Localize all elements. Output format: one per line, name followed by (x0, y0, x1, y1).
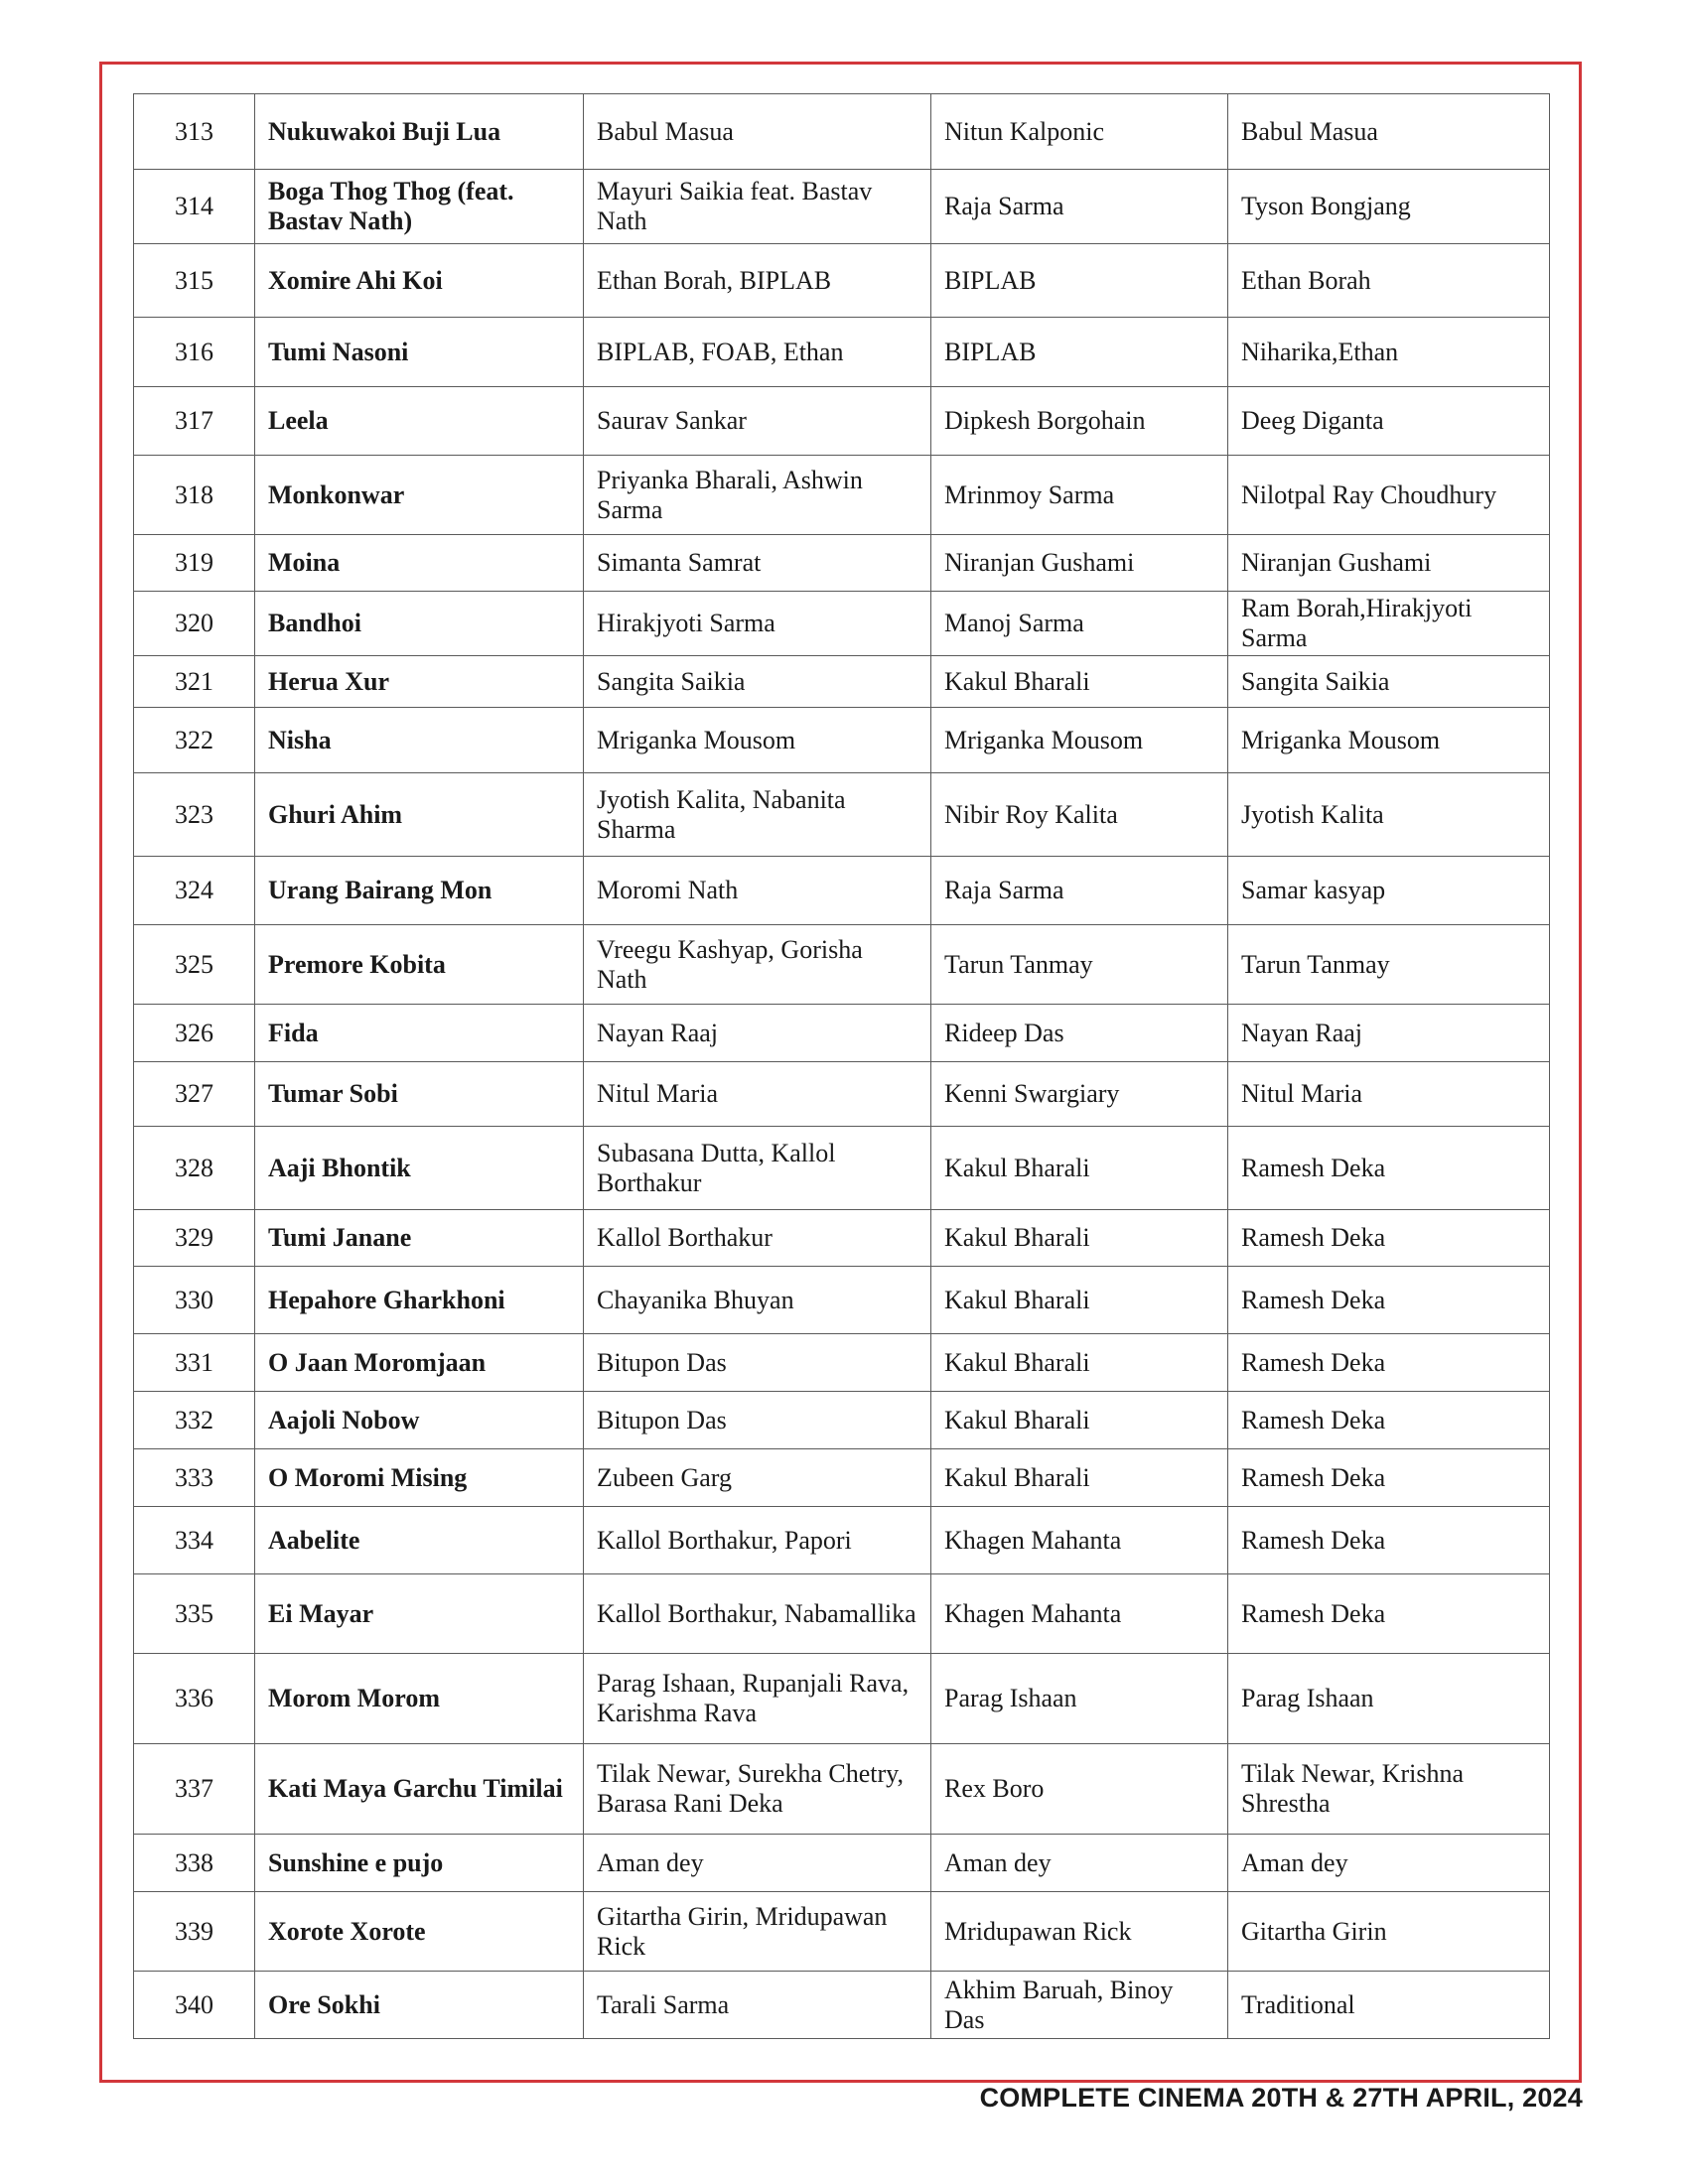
music-director: Mriganka Mousom (931, 708, 1228, 773)
song-title: Leela (255, 387, 584, 456)
table-row (134, 1392, 1550, 1449)
table-row (134, 244, 1550, 318)
serial-number: 331 (134, 1334, 255, 1392)
song-title: Herua Xur (255, 656, 584, 708)
singer-name: Vreegu Kashyap, Gorisha Nath (584, 925, 931, 1005)
singer-name: Saurav Sankar (584, 387, 931, 456)
lyricist: Aman dey (1228, 1835, 1550, 1892)
music-director: Tarun Tanmay (931, 925, 1228, 1005)
lyricist: Tyson Bongjang (1228, 170, 1550, 244)
music-director: Nibir Roy Kalita (931, 773, 1228, 857)
footer-caption: COMPLETE CINEMA 20TH & 27TH APRIL, 2024 (979, 2083, 1583, 2113)
table-row (134, 387, 1550, 456)
table-row (134, 925, 1550, 1005)
serial-number: 322 (134, 708, 255, 773)
song-title: Fida (255, 1005, 584, 1062)
singer-name: Subasana Dutta, Kallol Borthakur (584, 1127, 931, 1210)
music-director: Rex Boro (931, 1744, 1228, 1835)
serial-number: 317 (134, 387, 255, 456)
song-title: Nisha (255, 708, 584, 773)
singer-name: Kallol Borthakur, Papori (584, 1507, 931, 1574)
music-director: Kakul Bharali (931, 1127, 1228, 1210)
table-row (134, 1005, 1550, 1062)
song-title: Boga Thog Thog (feat. Bastav Nath) (255, 170, 584, 244)
lyricist: Samar kasyap (1228, 857, 1550, 925)
table-row (134, 857, 1550, 925)
music-director: Raja Sarma (931, 857, 1228, 925)
serial-number: 337 (134, 1744, 255, 1835)
lyricist: Ethan Borah (1228, 244, 1550, 318)
music-director: Akhim Baruah, Binoy Das (931, 1972, 1228, 2039)
singer-name: Aman dey (584, 1835, 931, 1892)
music-director: Parag Ishaan (931, 1654, 1228, 1744)
serial-number: 339 (134, 1892, 255, 1972)
music-director: Nitun Kalponic (931, 94, 1228, 170)
song-title: Premore Kobita (255, 925, 584, 1005)
music-director: Raja Sarma (931, 170, 1228, 244)
song-title: O Moromi Mising (255, 1449, 584, 1507)
lyricist: Nilotpal Ray Choudhury (1228, 456, 1550, 535)
music-director: Khagen Mahanta (931, 1574, 1228, 1654)
song-title: Aaji Bhontik (255, 1127, 584, 1210)
lyricist: Ramesh Deka (1228, 1127, 1550, 1210)
table-row (134, 1972, 1550, 2039)
serial-number: 332 (134, 1392, 255, 1449)
serial-number: 338 (134, 1835, 255, 1892)
table-row (134, 94, 1550, 170)
song-title: Ghuri Ahim (255, 773, 584, 857)
singer-name: BIPLAB, FOAB, Ethan (584, 318, 931, 387)
serial-number: 334 (134, 1507, 255, 1574)
song-title: Sunshine e pujo (255, 1835, 584, 1892)
lyricist: Ramesh Deka (1228, 1392, 1550, 1449)
song-title: Aajoli Nobow (255, 1392, 584, 1449)
song-title: Ei Mayar (255, 1574, 584, 1654)
serial-number: 324 (134, 857, 255, 925)
singer-name: Gitartha Girin, Mridupawan Rick (584, 1892, 931, 1972)
lyricist: Niharika,Ethan (1228, 318, 1550, 387)
serial-number: 319 (134, 535, 255, 592)
music-director: Aman dey (931, 1835, 1228, 1892)
singer-name: Mriganka Mousom (584, 708, 931, 773)
song-title: Urang Bairang Mon (255, 857, 584, 925)
table-row (134, 1127, 1550, 1210)
lyricist: Parag Ishaan (1228, 1654, 1550, 1744)
lyricist: Deeg Diganta (1228, 387, 1550, 456)
lyricist: Jyotish Kalita (1228, 773, 1550, 857)
table-row (134, 1507, 1550, 1574)
serial-number: 330 (134, 1267, 255, 1334)
lyricist: Ramesh Deka (1228, 1574, 1550, 1654)
singer-name: Hirakjyoti Sarma (584, 592, 931, 656)
song-title: Moina (255, 535, 584, 592)
table-row (134, 456, 1550, 535)
music-director: Kakul Bharali (931, 1449, 1228, 1507)
table-row (134, 535, 1550, 592)
table-row (134, 1744, 1550, 1835)
song-title: Tumar Sobi (255, 1062, 584, 1127)
table-row (134, 1835, 1550, 1892)
serial-number: 340 (134, 1972, 255, 2039)
table-row (134, 773, 1550, 857)
music-director: BIPLAB (931, 244, 1228, 318)
music-director: Kakul Bharali (931, 656, 1228, 708)
song-title: Monkonwar (255, 456, 584, 535)
lyricist: Ramesh Deka (1228, 1334, 1550, 1392)
singer-name: Bitupon Das (584, 1392, 931, 1449)
song-title: Tumi Nasoni (255, 318, 584, 387)
singer-name: Moromi Nath (584, 857, 931, 925)
table-row (134, 1210, 1550, 1267)
serial-number: 333 (134, 1449, 255, 1507)
singer-name: Mayuri Saikia feat. Bastav Nath (584, 170, 931, 244)
singer-name: Simanta Samrat (584, 535, 931, 592)
singer-name: Priyanka Bharali, Ashwin Sarma (584, 456, 931, 535)
lyricist: Tarun Tanmay (1228, 925, 1550, 1005)
song-title: Aabelite (255, 1507, 584, 1574)
singer-name: Kallol Borthakur, Nabamallika (584, 1574, 931, 1654)
song-table (133, 93, 1550, 2039)
singer-name: Jyotish Kalita, Nabanita Sharma (584, 773, 931, 857)
serial-number: 320 (134, 592, 255, 656)
lyricist: Sangita Saikia (1228, 656, 1550, 708)
singer-name: Nayan Raaj (584, 1005, 931, 1062)
table-row (134, 1574, 1550, 1654)
lyricist: Babul Masua (1228, 94, 1550, 170)
singer-name: Bitupon Das (584, 1334, 931, 1392)
lyricist: Mriganka Mousom (1228, 708, 1550, 773)
singer-name: Zubeen Garg (584, 1449, 931, 1507)
lyricist: Ramesh Deka (1228, 1267, 1550, 1334)
song-title: Morom Morom (255, 1654, 584, 1744)
music-director: Kakul Bharali (931, 1267, 1228, 1334)
music-director: Kakul Bharali (931, 1210, 1228, 1267)
serial-number: 321 (134, 656, 255, 708)
music-director: Kakul Bharali (931, 1392, 1228, 1449)
serial-number: 316 (134, 318, 255, 387)
song-title: Ore Sokhi (255, 1972, 584, 2039)
serial-number: 314 (134, 170, 255, 244)
song-title: Hepahore Gharkhoni (255, 1267, 584, 1334)
music-director: Dipkesh Borgohain (931, 387, 1228, 456)
serial-number: 335 (134, 1574, 255, 1654)
serial-number: 323 (134, 773, 255, 857)
serial-number: 326 (134, 1005, 255, 1062)
table-row (134, 1654, 1550, 1744)
singer-name: Ethan Borah, BIPLAB (584, 244, 931, 318)
serial-number: 329 (134, 1210, 255, 1267)
singer-name: Parag Ishaan, Rupanjali Rava, Karishma Rava (584, 1654, 931, 1744)
lyricist: Nayan Raaj (1228, 1005, 1550, 1062)
music-director: Kakul Bharali (931, 1334, 1228, 1392)
lyricist: Ramesh Deka (1228, 1449, 1550, 1507)
serial-number: 318 (134, 456, 255, 535)
music-director: Manoj Sarma (931, 592, 1228, 656)
singer-name: Nitul Maria (584, 1062, 931, 1127)
lyricist: Traditional (1228, 1972, 1550, 2039)
table-row (134, 1267, 1550, 1334)
serial-number: 328 (134, 1127, 255, 1210)
singer-name: Tarali Sarma (584, 1972, 931, 2039)
table-row (134, 708, 1550, 773)
lyricist: Nitul Maria (1228, 1062, 1550, 1127)
song-title: Xorote Xorote (255, 1892, 584, 1972)
lyricist: Gitartha Girin (1228, 1892, 1550, 1972)
music-director: Kenni Swargiary (931, 1062, 1228, 1127)
lyricist: Tilak Newar, Krishna Shrestha (1228, 1744, 1550, 1835)
serial-number: 336 (134, 1654, 255, 1744)
song-title: Kati Maya Garchu Timilai (255, 1744, 584, 1835)
music-director: Khagen Mahanta (931, 1507, 1228, 1574)
music-director: Rideep Das (931, 1005, 1228, 1062)
table-row (134, 1334, 1550, 1392)
lyricist: Ramesh Deka (1228, 1507, 1550, 1574)
table-row (134, 656, 1550, 708)
singer-name: Sangita Saikia (584, 656, 931, 708)
song-title: O Jaan Moromjaan (255, 1334, 584, 1392)
singer-name: Chayanika Bhuyan (584, 1267, 931, 1334)
music-director: Mrinmoy Sarma (931, 456, 1228, 535)
song-title: Xomire Ahi Koi (255, 244, 584, 318)
music-director: Mridupawan Rick (931, 1892, 1228, 1972)
singer-name: Babul Masua (584, 94, 931, 170)
serial-number: 315 (134, 244, 255, 318)
table-row (134, 1062, 1550, 1127)
lyricist: Ramesh Deka (1228, 1210, 1550, 1267)
singer-name: Tilak Newar, Surekha Chetry, Barasa Rani Deka (584, 1744, 931, 1835)
serial-number: 327 (134, 1062, 255, 1127)
singer-name: Kallol Borthakur (584, 1210, 931, 1267)
table-row (134, 592, 1550, 656)
song-title: Bandhoi (255, 592, 584, 656)
music-director: Niranjan Gushami (931, 535, 1228, 592)
table-row (134, 170, 1550, 244)
lyricist: Niranjan Gushami (1228, 535, 1550, 592)
lyricist: Ram Borah,Hirakjyoti Sarma (1228, 592, 1550, 656)
table-row (134, 1892, 1550, 1972)
table-row (134, 1449, 1550, 1507)
serial-number: 313 (134, 94, 255, 170)
song-title: Nukuwakoi Buji Lua (255, 94, 584, 170)
serial-number: 325 (134, 925, 255, 1005)
table-row (134, 318, 1550, 387)
music-director: BIPLAB (931, 318, 1228, 387)
song-title: Tumi Janane (255, 1210, 584, 1267)
